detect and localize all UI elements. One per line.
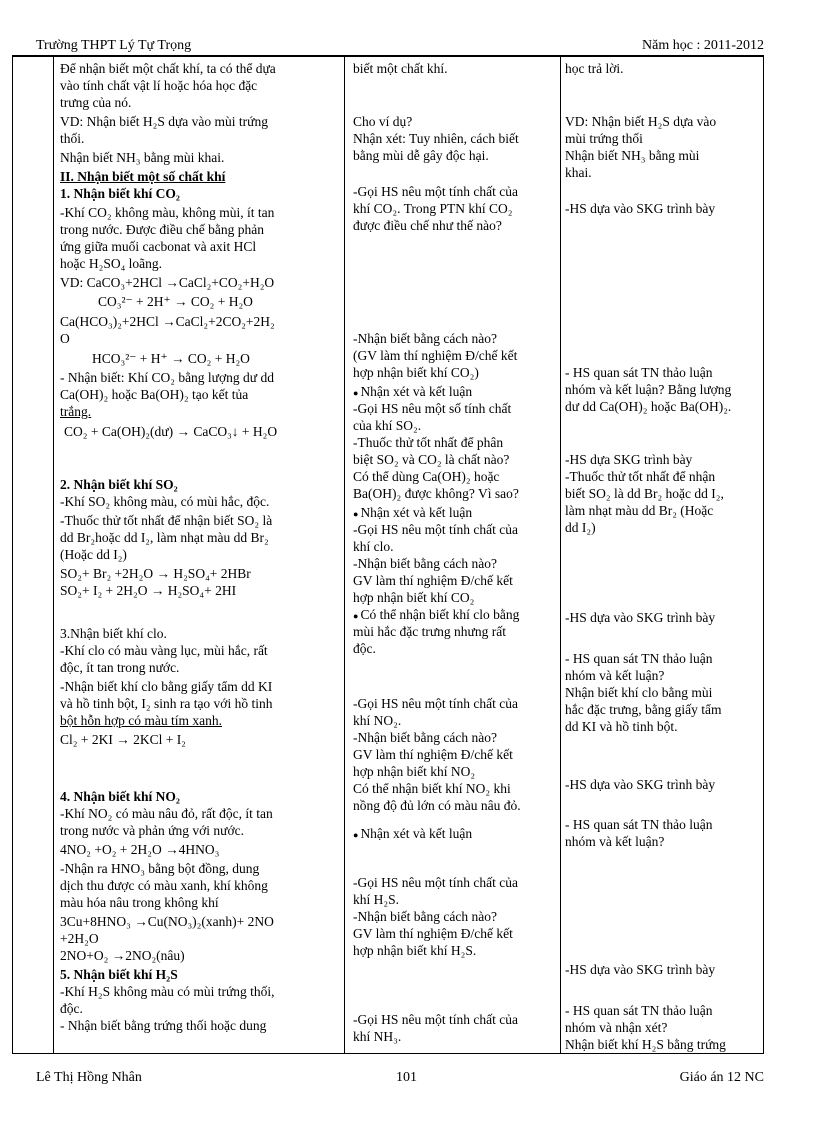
text-line: màu hóa nâu trong không khí	[60, 895, 219, 910]
text-line: khí CO₂. Trong PTN khí CO₂	[353, 201, 513, 216]
text-line: bột hỗn hợp có màu tím xanh.	[60, 713, 222, 728]
text-line: hoặc H₂SO₄ loãng.	[60, 256, 163, 271]
text-line: -Gọi HS nêu một tính chất của	[353, 875, 518, 890]
text-line: VD: Nhận biết H₂S dựa vào mùi trứng	[60, 114, 268, 129]
text-line: - HS quan sát TN thảo luận	[565, 365, 713, 380]
text-line: biết một chất khí.	[353, 61, 448, 76]
text-line: nhóm và nhận xét?	[565, 1020, 668, 1035]
column-divider	[344, 57, 345, 1053]
text-line: Ca(HCO₃)₂+2HCl →CaCl₂+2CO₂+2H₂	[60, 314, 275, 329]
text-line: biệt SO₂ và CO₂ là chất nào?	[353, 452, 510, 467]
text-line: thối.	[60, 131, 85, 146]
text-line: được điều chế như thế nào?	[353, 218, 502, 233]
text-line: -HS dựa vào SKG trình bày	[565, 610, 716, 625]
text-line: SO₂+ Br₂ +2H₂O → H₂SO₄+ 2HBr	[60, 566, 251, 581]
text-line: +2H₂O	[60, 931, 99, 946]
text-line: khí clo.	[353, 539, 394, 554]
text-line: trong nước. Được điều chế bằng phản	[60, 222, 264, 237]
text-line: -Thuốc thử tốt nhất để nhận biết SO₂ là	[60, 513, 273, 528]
text-line: độc.	[60, 1001, 83, 1016]
text-line: độc, ít tan trong nước.	[60, 660, 180, 675]
text-line: Nhận biết NH₃ bằng mùi khai.	[60, 150, 225, 165]
text-line: O	[60, 331, 70, 346]
text-line: trắng.	[60, 404, 92, 419]
text-line: GV làm thí nghiệm Đ/chế kết	[353, 926, 513, 941]
lesson-table	[12, 56, 764, 1054]
student-activity-column	[563, 57, 763, 1053]
text-line: -Khí NO₂ có màu nâu đỏ, rất độc, ít tan	[60, 806, 273, 821]
text-line: Nhận biết khí clo bằng mùi	[565, 685, 713, 700]
text-line: của khí SO₂.	[353, 418, 422, 433]
text-line: dịch thu được có màu xanh, khí không	[60, 878, 268, 893]
text-line: Có thể nhận biết khí NO₂ khi	[353, 781, 511, 796]
text-line: Nhận biết khí H₂S bằng trứng	[565, 1037, 726, 1052]
text-line: ● Nhận xét và kết luận	[353, 383, 557, 402]
text-line: khí NH₃.	[353, 1029, 402, 1044]
text-line: hắc đặc trưng, bằng giấy tẩm	[565, 702, 722, 717]
text-line: II. Nhận biết một số chất khí	[60, 169, 226, 184]
text-line: ứng giữa muối cacbonat và axit HCl	[60, 239, 257, 254]
text-line: biết SO₂ là dd Br₂ hoặc dd I₂,	[565, 486, 724, 501]
text-line: -Nhận biết khí clo bằng giấy tẩm dd KI	[60, 679, 273, 694]
text-line: 4NO₂ +O₂ + 2H₂O →4HNO₃	[60, 842, 220, 857]
content-column	[60, 57, 342, 1053]
text-line: nhóm và kết luận?	[565, 834, 665, 849]
text-line: -Gọi HS nêu một tính chất của	[353, 184, 518, 199]
text-line: CO₃²⁻ + 2H⁺ → CO₂ + H₂O	[98, 294, 253, 309]
text-line: Nhận xét: Tuy nhiên, cách biết	[353, 131, 519, 146]
text-line: 3Cu+8HNO₃ →Cu(NO₃)₂(xanh)+ 2NO	[60, 914, 274, 929]
school-name: Trường THPT Lý Tự Trọng	[36, 38, 192, 53]
text-line: học trả lời.	[565, 61, 624, 76]
text-line: trong nước và phản ứng với nước.	[60, 823, 244, 838]
text-line: - Nhận biết: Khí CO₂ bằng lượng dư dd	[60, 370, 274, 385]
text-line: dd Br₂hoặc dd I₂, làm nhạt màu dd Br₂	[60, 530, 269, 545]
text-line: SO₂+ I₂ + 2H₂O → H₂SO₄+ 2HI	[60, 583, 237, 598]
text-line: 4. Nhận biết khí NO₂	[60, 789, 180, 804]
text-line: -HS dựa vào SKG trình bày	[565, 777, 716, 792]
text-line: mùi hắc đặc trưng nhưng rất	[353, 624, 506, 639]
text-line: nồng độ đủ lớn có màu nâu đỏ.	[353, 798, 521, 813]
text-line: - Nhận biết bằng trứng thối hoặc dung	[60, 1018, 267, 1033]
text-line: dư dd Ca(OH)₂ hoặc Ba(OH)₂.	[565, 399, 732, 414]
text-line: -Gọi HS nêu một tính chất của	[353, 696, 518, 711]
text-line: VD: CaCO₃+2HCl →CaCl₂+CO₂+H₂O	[60, 275, 275, 290]
text-line: -Gọi HS nêu một số tính chất	[353, 401, 512, 416]
text-line: độc.	[353, 641, 376, 656]
text-line: -Khí clo có màu vàng lục, mùi hắc, rất	[60, 643, 268, 658]
text-line: 2NO+O₂ →2NO₂(nâu)	[60, 948, 185, 963]
text-line: (GV làm thí nghiệm Đ/chế kết	[353, 348, 518, 363]
text-line: hợp nhận biết khí CO₂	[353, 590, 475, 605]
page-header	[36, 38, 764, 56]
text-line: dd I₂)	[565, 520, 596, 535]
text-line: -Khí H₂S không màu có mùi trứng thối,	[60, 984, 275, 999]
text-line: GV làm thí nghiệm Đ/chế kết	[353, 573, 513, 588]
text-line: nhóm và kết luận?	[565, 668, 665, 683]
text-line: khí H₂S.	[353, 892, 399, 907]
text-line: nhóm và kết luận? Bằng lượng	[565, 382, 732, 397]
doc-title: Giáo án 12 NC	[679, 1070, 764, 1085]
text-line: vào tính chất vật lí hoặc hóa học đặc	[60, 78, 258, 93]
text-line: -Thuốc thử tốt nhất để phân	[353, 435, 504, 450]
text-line: ● Nhận xét và kết luận	[353, 504, 557, 523]
text-line: -Nhận ra HNO₃ bằng bột đồng, dung	[60, 861, 260, 876]
school-year: Năm học : 2011-2012	[642, 38, 764, 53]
text-line: hợp nhận biết khí H₂S.	[353, 943, 477, 958]
text-line: hợp nhận biết khí CO₂)	[353, 365, 479, 380]
text-line: -Khí SO₂ không màu, có mùi hắc, độc.	[60, 494, 270, 509]
text-line: Có thể dùng Ca(OH)₂ hoặc	[353, 469, 500, 484]
text-line: Ca(OH)₂ hoặc Ba(OH)₂ tạo kết tủa	[60, 387, 249, 402]
text-line: 1. Nhận biết khí CO₂	[60, 186, 180, 201]
text-line: CO₂ + Ca(OH)₂(dư) → CaCO₃↓ + H₂O	[64, 424, 278, 439]
text-line: -HS dựa SKG trình bày	[565, 452, 693, 467]
text-line: ● Có thể nhận biết khí clo bằng	[353, 606, 557, 625]
text-line: GV làm thí nghiệm Đ/chế kết	[353, 747, 513, 762]
text-line: HCO₃²⁻ + H⁺ → CO₂ + H₂O	[92, 351, 250, 366]
text-line: -Nhận biết bằng cách nào?	[353, 909, 497, 924]
page-number: 101	[396, 1070, 417, 1085]
text-line: -Gọi HS nêu một tính chất của	[353, 1012, 518, 1027]
text-line: -Nhận biết bằng cách nào?	[353, 730, 497, 745]
column-divider	[560, 57, 561, 1053]
text-line: - HS quan sát TN thảo luận	[565, 817, 713, 832]
text-line: dd KI và hồ tinh bột.	[565, 719, 678, 734]
text-line: -Nhận biết bằng cách nào?	[353, 556, 497, 571]
teacher-activity-column	[351, 57, 557, 1053]
text-line: khai.	[565, 165, 592, 180]
text-line: -Khí CO₂ không màu, không mùi, ít tan	[60, 205, 275, 220]
text-line: và hồ tinh bột, I₂ sinh ra tạo với hồ tinh	[60, 696, 273, 711]
text-line: 3.Nhận biết khí clo.	[60, 626, 167, 641]
text-line: -Gọi HS nêu một tính chất của	[353, 522, 518, 537]
text-line: 5. Nhận biết khí H₂S	[60, 967, 178, 982]
text-line: khí NO₂.	[353, 713, 402, 728]
author: Lê Thị Hồng Nhân	[36, 1070, 142, 1085]
text-line: Ba(OH)₂ được không? Vì sao?	[353, 486, 519, 501]
text-line: 2. Nhận biết khí SO₂	[60, 477, 178, 492]
text-line: VD: Nhận biết H₂S dựa vào	[565, 114, 717, 129]
text-line: - HS quan sát TN thảo luận	[565, 1003, 713, 1018]
text-line: - HS quan sát TN thảo luận	[565, 651, 713, 666]
text-line: (Hoặc dd I₂)	[60, 547, 127, 562]
text-line: Để nhận biết một chất khí, ta có thể dựa	[60, 61, 276, 76]
text-line: ● Nhận xét và kết luận	[353, 825, 557, 844]
text-line: Nhận biết NH₃ bằng mùi	[565, 148, 700, 163]
text-line: bằng mùi dễ gây độc hại.	[353, 148, 489, 163]
text-line: mùi trứng thối	[565, 131, 643, 146]
text-line: -Thuốc thử tốt nhất để nhận	[565, 469, 716, 484]
text-line: -HS dựa vào SKG trình bày	[565, 962, 716, 977]
text-line: hợp nhận biết khí NO₂	[353, 764, 476, 779]
text-line: Cho ví dụ?	[353, 114, 413, 129]
text-line: Cl₂ + 2KI → 2KCl + I₂	[60, 732, 186, 747]
text-line: -Nhận biết bằng cách nào?	[353, 331, 497, 346]
text-line: làm nhạt màu dd Br₂ (Hoặc	[565, 503, 714, 518]
text-line: -HS dựa vào SKG trình bày	[565, 201, 716, 216]
text-line: trưng của nó.	[60, 95, 132, 110]
blank-column	[13, 57, 54, 1053]
